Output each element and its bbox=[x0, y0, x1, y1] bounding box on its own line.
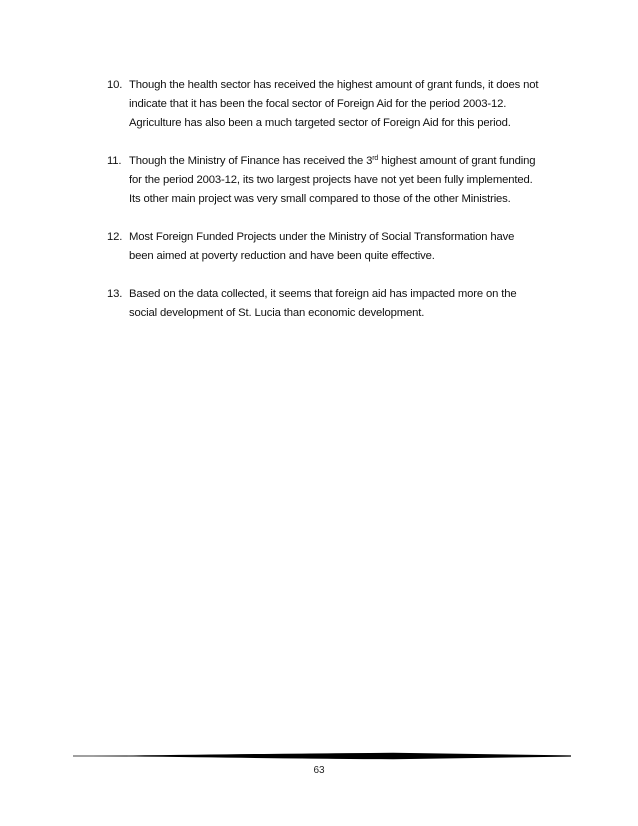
list-item bbox=[107, 76, 577, 133]
item-text-line: Though the health sector has received the highest amount of grant funds, it does not bbox=[129, 79, 539, 91]
item-text-line: been aimed at poverty reduction and have been quite effective. bbox=[129, 250, 435, 262]
list-item bbox=[107, 152, 577, 209]
page-number: 63 bbox=[313, 765, 325, 776]
item-number: 11. bbox=[107, 155, 122, 167]
item-text-line: Agriculture has also been a much targeted sector of Foreign Aid for this period. bbox=[129, 117, 511, 129]
item-text-segment: highest amount of grant funding bbox=[378, 155, 536, 167]
item-text-line: indicate that it has been the focal sector of Foreign Aid for the period 2003-12. bbox=[129, 98, 507, 110]
item-text-line: social development of St. Lucia than economic development. bbox=[129, 307, 425, 319]
ordinal-superscript: rd bbox=[372, 155, 379, 162]
item-text-line: Based on the data collected, it seems that foreign aid has impacted more on the bbox=[129, 288, 517, 300]
findings-list bbox=[107, 76, 577, 342]
item-text-line bbox=[129, 152, 577, 171]
item-text-segment: Though the Ministry of Finance has received the 3 bbox=[129, 155, 373, 167]
item-number: 12. bbox=[107, 231, 123, 243]
item-number: 10. bbox=[107, 79, 123, 91]
list-item bbox=[107, 228, 577, 266]
item-text-line: Most Foreign Funded Projects under the Ministry of Social Transformation have bbox=[129, 231, 515, 243]
footer-divider bbox=[73, 750, 571, 762]
list-item bbox=[107, 285, 577, 323]
item-text-line: for the period 2003-12, its two largest projects have not yet been fully implemented. bbox=[129, 174, 533, 186]
item-number: 13. bbox=[107, 288, 123, 300]
item-text-line: Its other main project was very small compared to those of the other Ministries. bbox=[129, 193, 511, 205]
